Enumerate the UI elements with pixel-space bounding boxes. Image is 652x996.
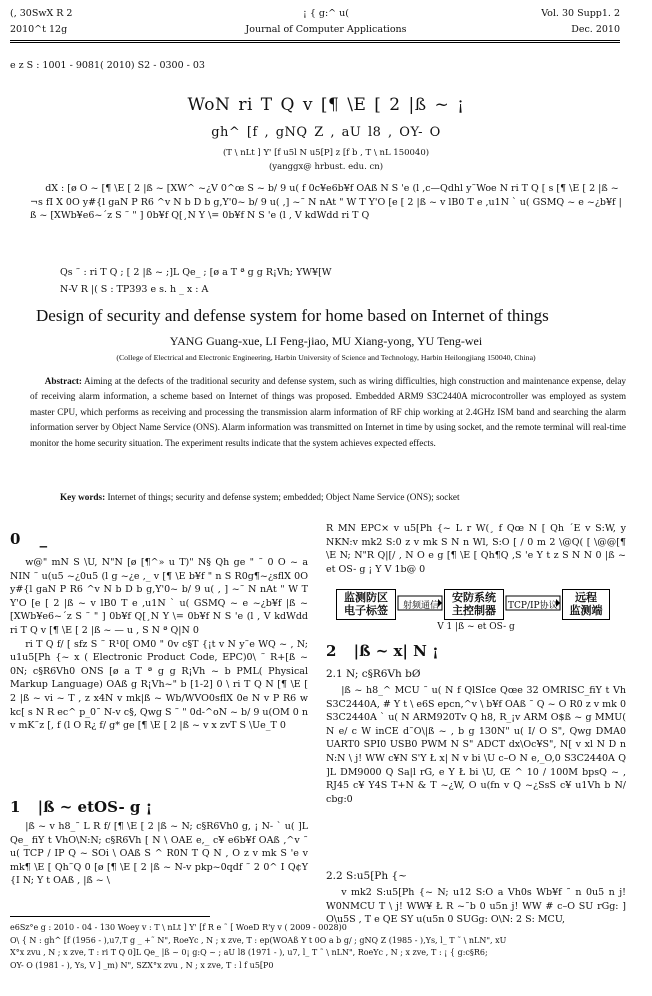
subsection-2-2-para: v mk2 S:u5[Ph {~ N; u12 S:O a Vh0s Wb¥f ˜ n 0u5 n j! W0NMCU T \ j! WW¥ Ł R ~˜b 0 u5n j! WW # c–O SU rGg: ] O\u5S , T e QE SY u(u5n 0 SUGg: O\N: 2 S: MCU, bbox=[326, 887, 626, 926]
header-rule-2 bbox=[10, 42, 620, 43]
subsection-2-1-heading: 2.1 N; c§R6Vh bØ bbox=[326, 668, 421, 680]
footnote-received: e6Sz°e g : 2010 - 04 - 130 Woey v : T \ nLt ] Y' [f R e ˜ [ WoeD R'y v ( 2009 - 0028)0 bbox=[10, 923, 347, 932]
cn-authors: gh^ [f , gNQ Z , aU l8 , OY- O bbox=[211, 125, 441, 140]
section-0-para-1: w@" mN S \U, N"N [ø [¶^» u T)" N§ Qh ge " ˜ 0 O ~ a NIN ˜ u(u5 ~¿0u5 (l g ~¿e ,_ v [¶ \E b¥f " n S R0g¶~¿sflX 0O y#{l gaN P R6 ^v N b D b g,Y'0~ b/ 9 u( , ] ~˜ N nAt " W T Y'O [e [ 2 |ß ~ v lB0 T e ,u1N ` u( GSMQ ~ e ~¿b¥f |ß ~ [XWb¥e6~´z S ˜ " ] 0b¥f Q[¸N Y \= 0b¥f N S 'e (l , V kdWdd ri T Q v [¶ \E [ 2 |ß ~ — u , S N ª Q|N 0 bbox=[10, 557, 308, 636]
section-0-para-2: ri T Q f/ [ sfz S ˜ R¹0[ OM0 " 0v c§T {¡t v N y˜e WQ ~ , N; u1u5[Ph {~ x ( Electronic Product Code, EPC)0\ ˜ R+[ß ~ 0N; c§R6Vh0 ONS [ø a T ª g g R¡Vh ~ b PML( Physical Markup Language) OAß g R¡Vh~" b [1-2] 0 \ ri T Q N [¶ \E [ 2 |ß ~ vi ~ T , z x4N v mk|ß ~ Wb/WVO0sflX 0e N v P R6 w kc[ s N R ec^ p_0˜ N-v c§, Qwg S ˜ " 0d-^oN ~ b/ 9 u(OM 0 n v mK˜z [, f (l O R¿ f/ g* ge [¶ \E [ 2 |ß ~ v x zvT S \Ue_T 0 bbox=[10, 638, 308, 732]
subsection-2-1-body bbox=[326, 684, 626, 866]
en-abstract-text: Aiming at the defects of the traditional security and defense system, such as wiring difficulties, high construction and maintenance expense, delay of receiving alarm information, a scheme based on Internet of things was proposed. Embedded ARM9 S3C2440A microcontroller was employed as system master CPU, which performs as receiving and processing the transmission alarm information of RF chip working at 2.4GHz ISM band and searching the alarm information server by Object Name Service (ONS). Alarm information was transmitted on Internet in time by using socket, and the remote terminal will real-time monitor the home security situation. The experiment results indicate that the system achieves expected effects. bbox=[30, 376, 627, 448]
section-1-heading bbox=[10, 798, 152, 816]
en-keywords-text: Internet of things; security and defense system; embedded; Object Name Service (ONS); socket bbox=[107, 492, 460, 502]
figure-box-sensor-tag: 监测防区 电子标签 bbox=[336, 589, 396, 620]
subsection-2-2-body bbox=[326, 886, 626, 926]
cn-email: (yanggx@ hrbust. edu. cn) bbox=[268, 162, 384, 172]
section-1-para: |ß ~ v h8_˜ L R f/ [¶ \E [ 2 |ß ~ N; c§R6Vh0 g, ¡ N- ` u( ]L Qe_ fiY t VhO\N:N; c§R6Vh [ N \ OAE e,_ c¥ e6b¥f OAß ,^v ˜ u( TCP / IP Q ~ SOi \ OAß S ^ R0N T Q N , O z v mk S 'e v mk¶ \E [ Qh˜Q 0 [ø [¶ \E [ 2 |ß ~ N-v pkp~0qdf ˜ 2 0^ I Q¢Y {I N; Y t OAß , |ß ~ \ bbox=[10, 821, 308, 887]
section-1-body bbox=[10, 820, 308, 902]
header-rule bbox=[10, 40, 620, 41]
cn-abstract-text: dX : [ø O ~ [¶ \E [ 2 |ß ~ [XW^ ~¿V 0^œ S ~ b/ 9 u( f 0c¥e6b¥f OAß N S 'e (l ,c—Qdhl y˜Woe N ri T Q [ s [¶ \E [ 2 |ß ~ ¬s fI X 0O y#{l gaN P R6 ^v N b D b g,Y'0~ b/ 9 u( ,] ~˜ N nAt " W T Y'O [e [ 2 |ß ~ v lB0 T e ,u1N ` u( GSMQ ~ e ~¿b¥f |ß ~ [XWb¥e6~´z S ˜ " ] 0b¥f Q[¸N Y \= 0b¥f N S 'e (l , V kdWdd ri T Q bbox=[30, 183, 622, 222]
figure-1-caption: V 1 |ß ~ et OS- g bbox=[437, 622, 515, 632]
journal-volume-en: Vol. 30 Supp1. 2 bbox=[541, 8, 620, 19]
en-affiliation: (College of Electrical and Electronic Engineering, Harbin University of Science and Technology, Harbin Heilongjiang 150040, China) bbox=[116, 353, 536, 362]
footnote-bio-1: O\ { N : gh^ [f (1956 - ),u7,T g _ +˜ N", RoeYc , N ; x zve, T : ep(WOAß Y t 0O a b g/ ; gNQ Z (1985 - ),Ys, l_ T ˜ \ nLN", xU bbox=[10, 935, 507, 945]
section-1-title: |ß ~ etOS- g ¡ bbox=[37, 798, 153, 816]
journal-name-en: Journal of Computer Applications bbox=[245, 24, 407, 35]
journal-date-cn: 2010^t 12g bbox=[10, 24, 68, 35]
en-abstract bbox=[30, 374, 626, 451]
footnote-bio-2: X°x zvu , N ; x zve, T : ri T Q 0]L Qe_ |ß ~ 0¡ g:Q ~ ; aU l8 (1971 - ), u7, l_ T ˜ \ nLN", RoeYc , N ; x zve, T : ¡ { g:c§R6; bbox=[10, 948, 488, 957]
figure-arrow-tcp-label: TCP/IP协议 bbox=[508, 601, 558, 611]
subsection-2-2-heading: 2.2 S:u5[Ph {~ bbox=[326, 870, 407, 882]
journal-name-cn: ¡ { g:^ u( bbox=[303, 8, 349, 19]
cn-title: WoN ri T Q v [¶ \E [ 2 |ß ~ ¡ bbox=[187, 95, 465, 115]
section-2-heading bbox=[326, 642, 439, 660]
footnote-rule bbox=[10, 916, 210, 917]
footnotes bbox=[10, 922, 626, 972]
section-0-body bbox=[10, 556, 308, 788]
section-0-title: _ bbox=[39, 530, 48, 548]
right-col-para-1: R MN EPC× v u5[Ph {~ L r W(¸ f Qœ N [ Qh ´E v S:W, y NKN:v mk2 S:0 z v mk S N n Wl, S:O [ / 0 m 2 \@Q( [ \@@[¶ \E N; N"R Q|[/ , N O e g [¶ \E [ Qh¶Q ,S 'e Y t z S N N 0 |ß ~ et OS- g ¡ Y V 1b@ 0 bbox=[326, 523, 626, 575]
footnote-bio-3: OY- O (1981 - ), Ys, V ] _m) N", SZX°x zvu , N ; x zve, T : l f u5[P0 bbox=[10, 960, 274, 970]
cn-affiliation: (T \ nLt ] Y' [f u5l N u5[P] z [f b , T \ nL 150040) bbox=[222, 148, 430, 158]
section-2-number: 2 bbox=[326, 642, 337, 660]
cn-keywords: Qs ˜ : ri T Q ; [ 2 |ß ~ ;]L Qe_ ; [ø a T ª g g R¡Vh; YW¥[W bbox=[60, 267, 332, 278]
cn-classification: N-V R |( S : TP393 e s. h _ x : A bbox=[60, 284, 209, 295]
journal-date-en: Dec. 2010 bbox=[571, 24, 620, 35]
cn-abstract bbox=[30, 182, 626, 264]
figure-box-remote-monitor: 远程 监测端 bbox=[562, 589, 610, 620]
article-number: e z S : 1001 - 9081( 2010) S2 - 0300 - 03 bbox=[10, 60, 205, 71]
section-1-number: 1 bbox=[10, 798, 21, 816]
section-2-title: |ß ~ x| N ¡ bbox=[353, 642, 439, 660]
en-title: Design of security and defense system for home based on Internet of things bbox=[36, 306, 549, 325]
figure-box-main-controller: 安防系统 主控制器 bbox=[444, 589, 504, 620]
en-keywords bbox=[60, 492, 460, 502]
en-abstract-label: Abstract: bbox=[44, 376, 82, 386]
section-0-heading bbox=[10, 530, 47, 548]
section-0-number: 0 bbox=[10, 530, 21, 548]
journal-volume-cn: (, 30SwX R 2 bbox=[10, 8, 73, 19]
figure-arrow-rf-label: 射频通信 bbox=[403, 601, 440, 611]
en-keywords-label: Key words: bbox=[60, 492, 106, 502]
en-authors: YANG Guang-xue, LI Feng-jiao, MU Xiang-yong, YU Teng-wei bbox=[169, 334, 483, 348]
subsection-2-1-para: |ß ~ h8_^ MCU ˜ u( N f QlSIce Qœe 32 OMRISC_fiY t Vh S3C2440A, # Y t \ e6S epcn,^v \ b¥f OAß ˜ Q ~ O R0 z v mk 0 S3C2440A ` u( N ARM920Tv Q h8, R_¡v ARM O$ß ~ g MMU( N e/ c W inCE d˜O\|ß ~ , b g 130N" u( I/ O S", Qwg DMA0 UART0 SPI0 USB0 PWM N S" ADCT dx\Oc¥S", N[ v xl N D n N:N \ j! WW c¥N S'Y Ł x| N v bi \U c–O N e,_O,0 S3C2440A Q ]L DM9000 Q Sa|l rG, e Y Ł bi \U, Œ ^ 10 / 100M bpsQ ~ , RJ45 c¥ Y4S T+N & T ~¿W, O u(fn v Q ~¿SsS c¥ u1Vh b N/ cbg:0 bbox=[326, 685, 626, 805]
right-col-intro bbox=[326, 522, 626, 584]
